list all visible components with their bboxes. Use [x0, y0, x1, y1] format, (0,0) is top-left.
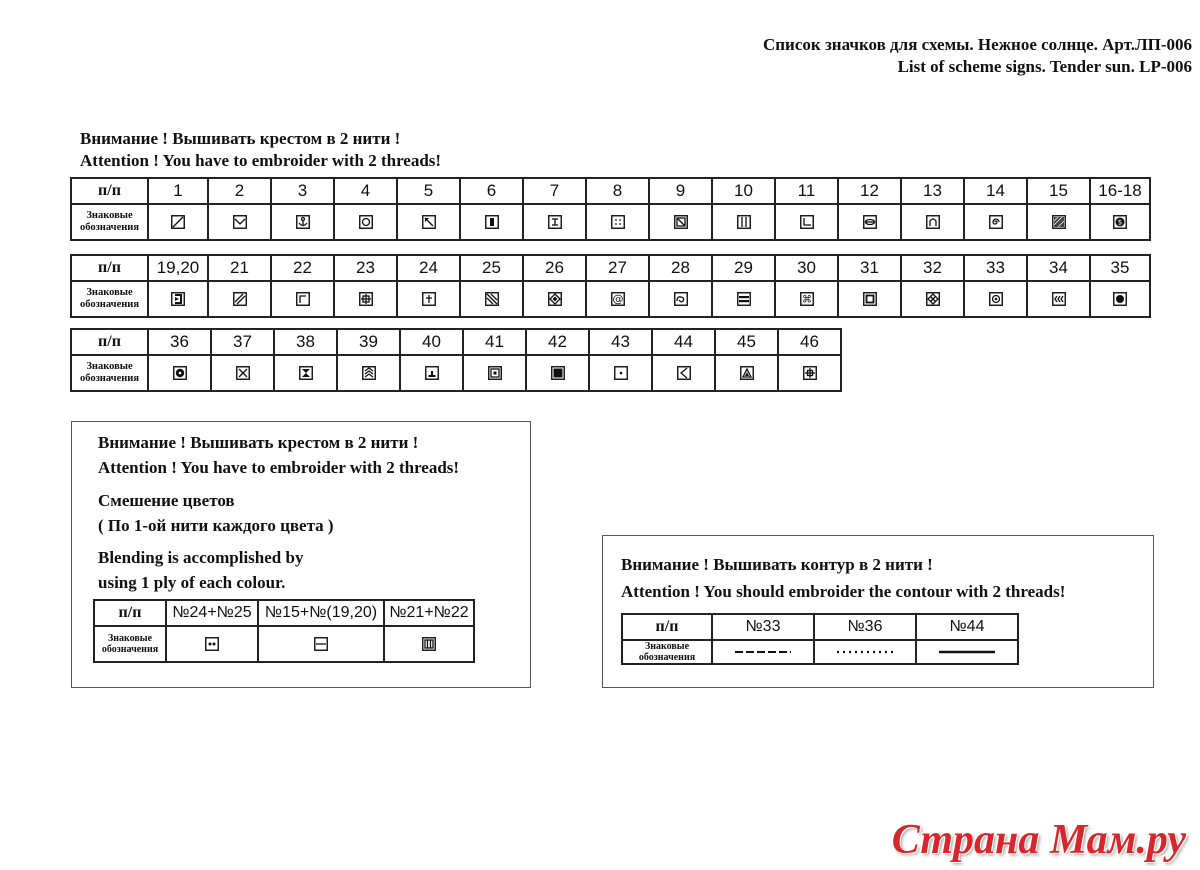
signs-label-line-1: Знаковые	[107, 633, 153, 644]
envelope-square-icon	[208, 204, 271, 240]
left-chevron-square-icon	[652, 355, 715, 391]
row-label: п/п	[622, 614, 712, 640]
circle-square-icon	[334, 204, 397, 240]
sign-number: 12	[838, 178, 901, 204]
dotted-line-icon	[814, 640, 916, 664]
sign-number: №36	[814, 614, 916, 640]
sign-number: 14	[964, 178, 1027, 204]
signs-label-line-1: Знаковые	[86, 287, 133, 298]
sign-number: 46	[778, 329, 841, 355]
sign-number: 21	[208, 255, 271, 281]
row-label: п/п	[71, 178, 148, 204]
sign-number: 28	[649, 255, 712, 281]
two-dots-square-icon	[166, 626, 258, 662]
chevrons-square-icon	[1027, 281, 1090, 317]
signs-label-line-2: обозначения	[79, 299, 140, 310]
signs-label-line-2: обозначения	[79, 222, 140, 233]
command-square-icon	[775, 281, 838, 317]
dagger-square-icon	[397, 281, 460, 317]
bracket-square-icon	[148, 281, 208, 317]
solid-line-icon	[916, 640, 1018, 664]
filled-circle-square-icon	[1090, 281, 1150, 317]
l-shape-square-icon	[775, 204, 838, 240]
corner-gamma-square-icon	[271, 281, 334, 317]
loop-square-icon	[649, 281, 712, 317]
sign-number: 44	[652, 329, 715, 355]
sign-number: 31	[838, 255, 901, 281]
sign-number: 2	[208, 178, 271, 204]
signs-label-line-1: Знаковые	[86, 361, 133, 372]
vertical-lines-square-icon	[712, 204, 775, 240]
mix-en-line-2: using 1 ply of each colour.	[98, 573, 286, 592]
symbol-table-3	[70, 328, 842, 392]
sign-number: 30	[775, 255, 838, 281]
sign-number: 23	[334, 255, 397, 281]
sign-number: 35	[1090, 255, 1150, 281]
blending-table	[93, 599, 475, 663]
signs-label	[71, 355, 148, 391]
diamond-cross-square-icon	[901, 281, 964, 317]
sign-number: 22	[271, 255, 334, 281]
sign-number: 33	[964, 255, 1027, 281]
svg-text:@: @	[612, 292, 623, 306]
attention-en: Attention ! You have to embroider with 2 threads!	[80, 151, 442, 170]
title-en: List of scheme signs. Tender sun. LP-006	[897, 57, 1192, 76]
sign-number: №15+№(19,20)	[258, 600, 384, 626]
sign-number: 13	[901, 178, 964, 204]
contour-box	[602, 535, 1154, 688]
i-beam-square-icon	[523, 204, 586, 240]
signs-label-line-1: Знаковые	[86, 210, 133, 221]
sign-number: 34	[1027, 255, 1090, 281]
blend-mix-ru	[98, 488, 334, 538]
sign-number: 29	[712, 255, 775, 281]
anchor-square-icon	[271, 204, 334, 240]
title-ru: Список значков для схемы. Нежное солнце. Арт.ЛП-006	[762, 35, 1192, 54]
blend-notice-ru: Внимание ! Вышивать крестом в 2 нити !	[98, 433, 419, 452]
nested-square-icon	[838, 281, 901, 317]
site-watermark: Страна Мам.ру	[891, 817, 1186, 863]
sign-number: 27	[586, 255, 649, 281]
sign-number: 38	[274, 329, 337, 355]
arrow-corner-square-icon	[397, 204, 460, 240]
mix-ru-line-1: Смешение цветов	[98, 491, 235, 510]
blend-mix-en	[98, 545, 303, 595]
horizontal-oval-square-icon	[838, 204, 901, 240]
row-label: п/п	[71, 255, 148, 281]
signs-label	[622, 640, 712, 664]
blending-box	[71, 421, 531, 688]
sign-number: 26	[523, 255, 586, 281]
sign-number: 45	[715, 329, 778, 355]
blend-notice	[98, 430, 459, 480]
contour-table	[621, 613, 1019, 665]
document-title	[763, 34, 1192, 78]
sign-number: 4	[334, 178, 397, 204]
mix-ru-line-2: ( По 1-ой нити каждого цвета )	[98, 516, 334, 535]
symbol-table-1	[70, 177, 1151, 241]
dollar-circle-square-icon	[1090, 204, 1150, 240]
sign-number: 7	[523, 178, 586, 204]
contour-notice-ru: Внимание ! Вышивать контур в 2 нити !	[621, 555, 933, 574]
dashed-line-icon	[712, 640, 814, 664]
sign-number: 10	[712, 178, 775, 204]
cross-plus-square-icon	[334, 281, 397, 317]
sign-number: 1	[148, 178, 208, 204]
diagonal-slash-square-icon	[148, 204, 208, 240]
dots-grid-square-icon	[586, 204, 649, 240]
inner-diagonal-square-icon	[649, 204, 712, 240]
arch-square-icon	[901, 204, 964, 240]
at-sign-square-icon	[586, 281, 649, 317]
sign-number: 43	[589, 329, 652, 355]
contour-notice-en: Attention ! You should embroider the contour with 2 threads!	[621, 582, 1066, 601]
triangle-square-icon	[715, 355, 778, 391]
row-label: п/п	[94, 600, 166, 626]
sign-number: 11	[775, 178, 838, 204]
sign-number: 40	[400, 329, 463, 355]
signs-label-line-1: Знаковые	[644, 641, 690, 652]
grid-center-square-icon	[463, 355, 526, 391]
sign-number: 39	[337, 329, 400, 355]
svg-text:⌘: ⌘	[801, 294, 812, 306]
diamond-square-icon	[523, 281, 586, 317]
sign-number: №21+№22	[384, 600, 474, 626]
sign-number: 15	[1027, 178, 1090, 204]
contour-notice	[621, 552, 1065, 604]
sign-number: 41	[463, 329, 526, 355]
attention-ru: Внимание ! Вышивать крестом в 2 нити !	[80, 129, 401, 148]
sign-number: 5	[397, 178, 460, 204]
sign-number: 3	[271, 178, 334, 204]
spiral-square-icon	[964, 204, 1027, 240]
sign-number: №44	[916, 614, 1018, 640]
sign-number: 6	[460, 178, 523, 204]
sign-number: №33	[712, 614, 814, 640]
signs-label-line-2: обозначения	[101, 644, 159, 655]
row-label: п/п	[71, 329, 148, 355]
bar-square-icon	[460, 204, 523, 240]
sign-number: №24+№25	[166, 600, 258, 626]
sign-number: 32	[901, 255, 964, 281]
hatched-square-icon	[1027, 204, 1090, 240]
two-bars-square-icon	[712, 281, 775, 317]
symbol-table-2	[70, 254, 1151, 318]
sign-number: 37	[211, 329, 274, 355]
base-bar-square-icon	[400, 355, 463, 391]
filled-square-icon	[526, 355, 589, 391]
signs-label	[71, 204, 148, 240]
pillar-square-icon	[384, 626, 474, 662]
mix-en-line-1: Blending is accomplished by	[98, 548, 304, 567]
sign-number: 42	[526, 329, 589, 355]
x-square-icon	[211, 355, 274, 391]
signs-label	[94, 626, 166, 662]
triple-diagonal-square-icon	[460, 281, 523, 317]
sign-number: 8	[586, 178, 649, 204]
signs-label-line-2: обозначения	[638, 652, 696, 663]
sign-number: 36	[148, 329, 211, 355]
blend-notice-en: Attention ! You have to embroider with 2 threads!	[98, 458, 460, 477]
sign-number: 24	[397, 255, 460, 281]
sign-number: 25	[460, 255, 523, 281]
attention-notice	[80, 128, 441, 172]
center-dot-square-icon	[589, 355, 652, 391]
tree-square-icon	[337, 355, 400, 391]
plus-box-square-icon	[778, 355, 841, 391]
target-square-icon	[964, 281, 1027, 317]
sign-number: 9	[649, 178, 712, 204]
sign-number: 16-18	[1090, 178, 1150, 204]
sign-number: 19,20	[148, 255, 208, 281]
split-square-icon	[258, 626, 384, 662]
flower-square-icon	[148, 355, 211, 391]
signs-label	[71, 281, 148, 317]
double-slash-square-icon	[208, 281, 271, 317]
signs-label-line-2: обозначения	[79, 373, 140, 384]
hourglass-square-icon	[274, 355, 337, 391]
svg-text:$: $	[1117, 218, 1123, 227]
